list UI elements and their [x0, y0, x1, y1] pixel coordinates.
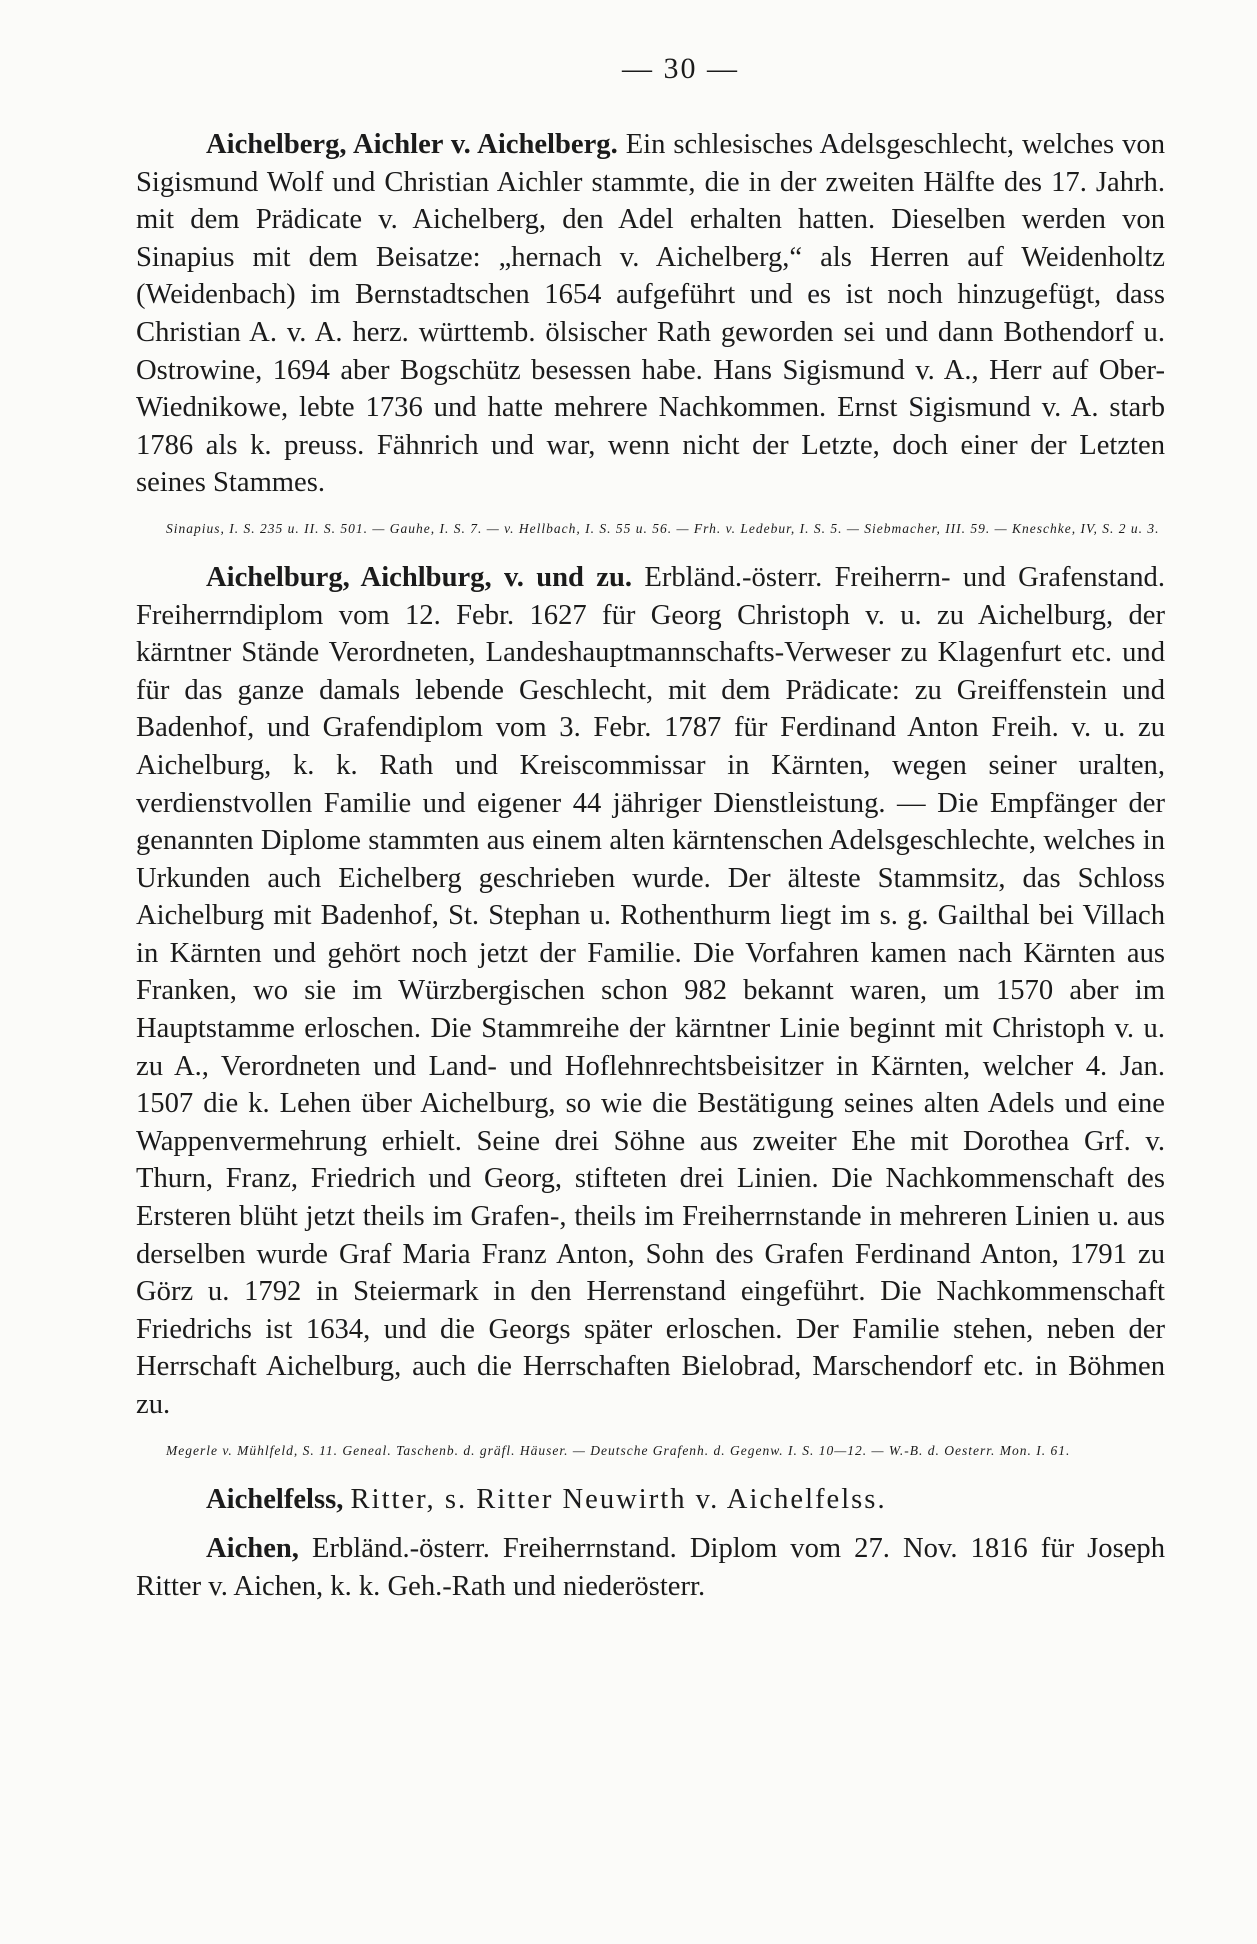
entry-aichelfelss — [136, 1481, 1165, 1519]
entry-aichelburg — [136, 559, 1165, 1424]
entry-text: Ritter, s. Ritter Neuwirth v. Aichelfelss. — [350, 1483, 887, 1515]
entry-aichen — [136, 1530, 1165, 1605]
entry-sources: Sinapius, I. S. 235 u. II. S. 501. — Gauhe, I. S. 7. — v. Hellbach, I. S. 55 u. 56. — Frh. v. Ledebur, I. S. 5. — Siebmacher, III. 59. — Kneschke, IV, S. 2 u. 3. — [166, 520, 1160, 536]
entry-sources: Megerle v. Mühlfeld, S. 11. Geneal. Taschenb. d. gräfl. Häuser. — Deutsche Grafenh. d. Gegenw. I. S. 10—12. — W.-B. d. Oesterr. Mon. I. 61. — [166, 1442, 1071, 1458]
entry-text: Erbländ.-österr. Freiherrnstand. Diplom vom 27. Nov. 1816 für Joseph Ritter v. Aichen, k. k. Geh.-Rath und niederösterr. — [136, 1533, 1165, 1602]
entry-text: Erbländ.-österr. Freiherrn- und Grafenstand. Freiherrndiplom vom 12. Febr. 1627 für Georg Christoph v. u. zu Aichelburg, der kärntner Stände Verordneten, Landeshauptmannschafts-Verweser zu Klagenfurt etc. und für das ganze damals lebende Geschlecht, mit dem Prädicate: zu Greiffenstein und Badenhof, und Grafendiplom vom 3. Febr. 1787 für Ferdinand Anton Freih. v. u. zu Aichelburg, k. k. Rath und Kreiscommissar in Kärnten, wegen seiner uralten, verdienstvollen Familie und eigener 44 jähriger Dienstleistung. — Die Empfänger der genannten Diplome stammten aus einem alten kärntenschen Adelsgeschlechte, welches in Urkunden auch Eichelberg geschrieben wurde. Der älteste Stammsitz, das Schloss Aichelburg mit Badenhof, St. Stephan u. Rothenthurm liegt im s. g. Gailthal bei Villach in Kärnten und gehört noch jetzt der Familie. Die Vorfahren kamen nach Kärnten aus Franken, wo sie im Würzbergischen schon 982 bekannt waren, um 1570 aber im Hauptstamme erloschen. Die Stammreihe der kärntner Linie beginnt mit Christoph v. u. zu A., Verordneten und Land- und Hoflehnrechtsbeisitzer in Kärnten, welcher 4. Jan. 1507 die k. Lehen über Aichelburg, so wie die Bestätigung seines alten Adels und eine Wappenvermehrung erhielt. Seine drei Söhne aus zweiter Ehe mit Dorothea Grf. v. Thurn, Franz, Friedrich und Georg, stifteten drei Linien. Die Nachkommenschaft des Ersteren blüht jetzt theils im Grafen-, theils im Freiherrnstande in mehreren Linien u. aus derselben wurde Graf Maria Franz Anton, Sohn des Grafen Ferdinand Anton, 1791 zu Görz u. 1792 in Steiermark in den Herrenstand eingeführt. Die Nachkommenschaft Friedrichs ist 1634, und die Georgs später erloschen. Der Familie stehen, neben der Herrschaft Aichelburg, auch die Herrschaften Bielobrad, Marschendorf etc. in Böhmen zu. — [136, 561, 1165, 1420]
entry-text: Ein schlesisches Adelsgeschlecht, welches von Sigismund Wolf und Christian Aichler stammte, die in der zweiten Hälfte des 17. Jahrh. mit dem Prädicate v. Aichelberg, den Adel erhalten hatten. Dieselben werden von Sinapius mit dem Beisatze: „hernach v. Aichelberg,“ als Herren auf Weidenholtz (Weidenbach) im Bernstadtschen 1654 aufgeführt und es ist noch hinzugefügt, dass Christian A. v. A. herz. württemb. ölsischer Rath geworden sei und dann Bothendorf u. Ostrowine, 1694 aber Bogschütz besessen habe. Hans Sigismund v. A., Herr auf Ober-Wiednikowe, lebte 1736 und hatte mehrere Nachkommen. Ernst Sigismund v. A. starb 1786 als k. preuss. Fähnrich und war, wenn nicht der Letzte, doch einer der Letzten seines Stammes. — [136, 129, 1166, 499]
spacer — [136, 1518, 1165, 1530]
page-number: — 30 — — [622, 52, 739, 85]
entry-heading: Aichelberg, Aichler v. Aichelberg. — [206, 129, 618, 160]
entry-heading: Aichelfelss, — [206, 1483, 344, 1515]
entry-heading: Aichelburg, Aichlburg, v. und zu. — [206, 561, 633, 593]
entry-aichelberg — [136, 126, 1165, 502]
entry-heading: Aichen, — [206, 1533, 299, 1565]
